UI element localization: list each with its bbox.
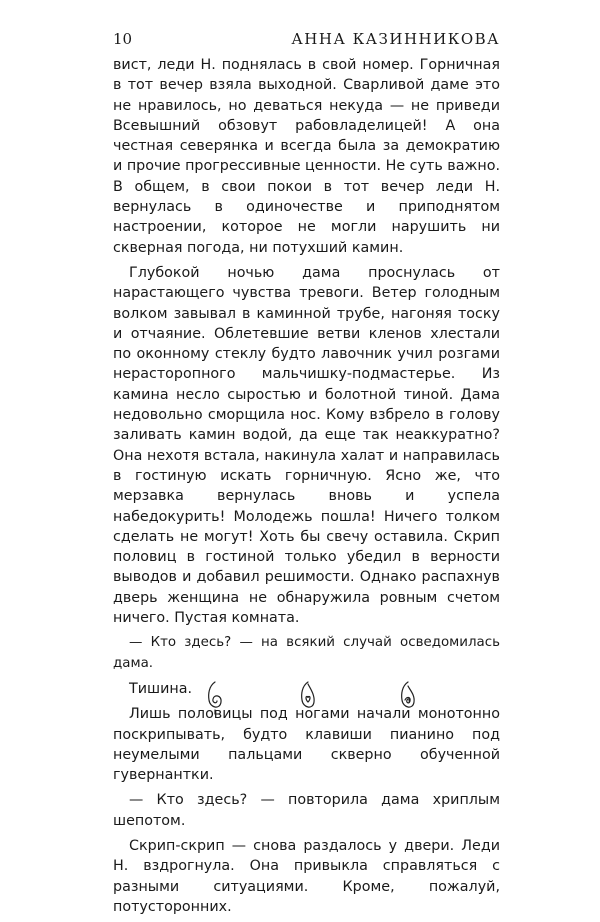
paragraph: Скрип-скрип — снова раздалось у двери. Леди Н. вздрогнула. Она привыкла справляться с разными ситуациями. Кроме, пожалуй, потусторонних. (113, 837, 500, 915)
paragraph: Глубокой ночью дама проснулась от нарастающего чувства тревоги. Ветер голодным волком завывал в каминной трубе, нагоняя тоску и отчаяние. Облетевшие ветви кленов хлестали по оконному стеклу будто лавочник учил розгами нерасторопного мальчишку-подмастерье. Из камина несло сыростью и болотной тиной. Дама недовольно сморщила нос. Кому взбрело в голову заливать камин водой, да еще так неаккуратно? Она нехотя встала, накинула халат и направилась в гостиную искать горничную. Ясно же, что мерзавка вернулась вновь и успела набедокурить! Молодежь пошла! Ничего толком сделать не могут! Хоть бы свечу оставила. Скрип половиц в гостиной только убедил в верности выводов и добавил решимости. Однако распахнув дверь женщина не обнаружила ровным счетом ничего. Пустая комната. (113, 264, 500, 627)
page-header (113, 30, 500, 52)
paragraph: Тишина. (129, 680, 193, 697)
page-number: 10 (113, 30, 133, 48)
running-head-author: АННА КАЗИННИКОВА (291, 30, 500, 48)
heart-ornament-icon (298, 680, 318, 716)
dialogue-line: — Кто здесь? — повторила дама хриплым шепотом. (113, 792, 500, 829)
page-body (113, 55, 500, 922)
ornament-row (113, 680, 500, 720)
paragraph: вист, леди Н. поднялась в свой номер. Горничная в тот вечер взяла выходной. Сварливой даме это не нравилось, но деваться некуда — не приведи Всевышний обзовут рабовладелицей! А она честная северянка и всегда была за демократию и прочие прогрессивные ценности. Не суть важно. В общем, в свои покои в тот вечер леди Н. вернулась в одиночестве и приподнятом настроении, которое не могли нарушить ни скверная погода, ни потухший камин. (113, 57, 501, 256)
dialogue-line: — Кто здесь? — на всякий случай осведомилась дама. (113, 635, 500, 671)
paragraph: Лишь половицы под ногами начали монотонно поскрипывать, будто клавиши пианино под неумелыми пальцами скверно обученной гувернантки. (113, 706, 500, 784)
swirl-ornament-icon (398, 680, 418, 716)
spiral-ornament-icon (205, 680, 225, 716)
